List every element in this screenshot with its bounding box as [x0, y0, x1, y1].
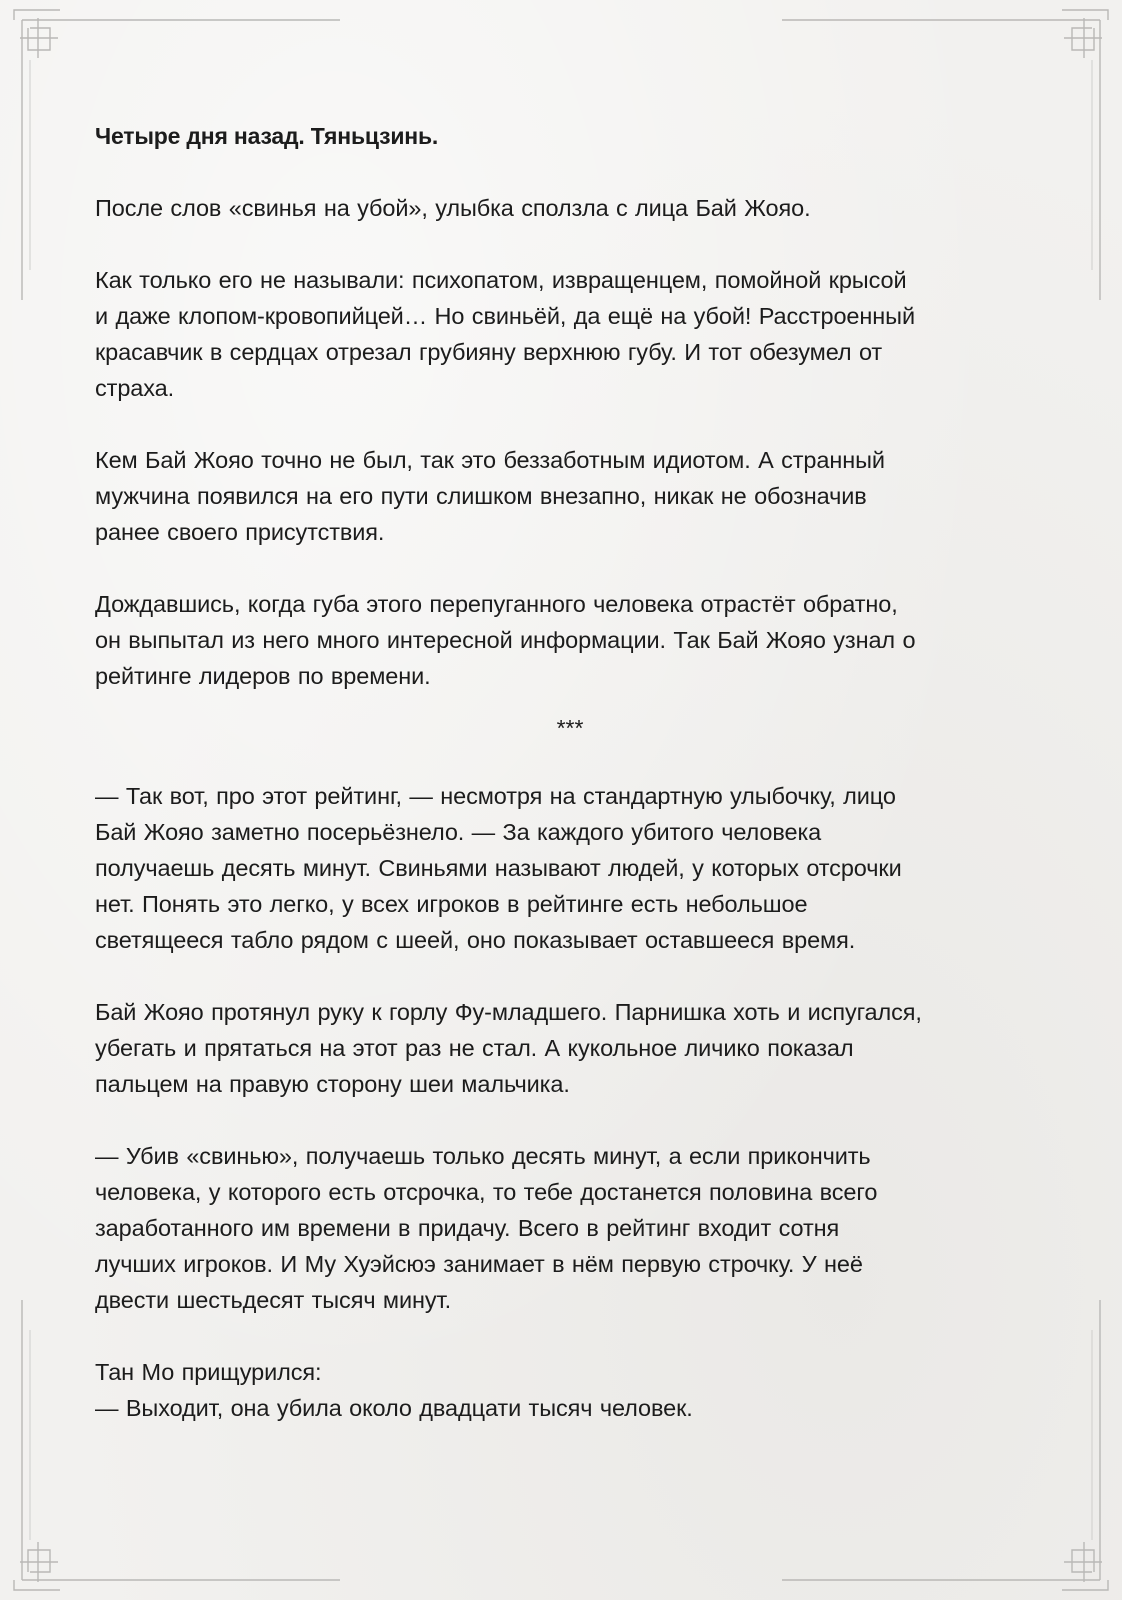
text-line: — Убив «свинью», получаешь только десять минут, а если прикончить	[95, 1143, 871, 1169]
paragraph-8	[95, 1354, 1035, 1426]
text-line: лучших игроков. И Му Хуэйсюэ занимает в нём первую строчку. У неё	[95, 1251, 863, 1277]
text-line: красавчик в сердцах отрезал грубияну верхнюю губу. И тот обезумел от	[95, 339, 883, 365]
text-line: человека, у которого есть отсрочка, то тебе достанется половина всего	[95, 1179, 878, 1205]
text-line: рейтинге лидеров по времени.	[95, 663, 431, 689]
paragraph-5	[95, 778, 1035, 958]
text-line: двести шестьдесят тысяч минут.	[95, 1287, 452, 1313]
text-line: пальцем на правую сторону шеи мальчика.	[95, 1071, 570, 1097]
text-line: — Так вот, про этот рейтинг, — несмотря на стандартную улыбочку, лицо	[95, 783, 896, 809]
text-line: он выпытал из него много интересной информации. Так Бай Жояо узнал о	[95, 627, 916, 653]
text-line: светящееся табло рядом с шеей, оно показывает оставшееся время.	[95, 927, 856, 953]
text-line: Тан Мо прищурился:	[95, 1359, 322, 1385]
text-line: нет. Понять это легко, у всех игроков в рейтинге есть небольшое	[95, 891, 808, 917]
text-line: — Выходит, она убила около двадцати тысяч человек.	[95, 1395, 693, 1421]
scene-separator: ***	[556, 715, 584, 741]
paragraph-7	[95, 1138, 1035, 1318]
text-line: ранее своего присутствия.	[95, 519, 385, 545]
paragraph-4	[95, 586, 1035, 694]
document-body	[95, 118, 1035, 1426]
text-line: Бай Жояо заметно посерьёзнело. — За каждого убитого человека	[95, 819, 822, 845]
text-line: После слов «свинья на убой», улыбка сползла с лица Бай Жояо.	[95, 195, 811, 221]
text-line: получаешь десять минут. Свиньями называют людей, у которых отсрочки	[95, 855, 902, 881]
chapter-heading: Четыре дня назад. Тяньцзинь.	[95, 123, 439, 149]
paragraph-3	[95, 442, 1035, 550]
paragraph-1	[95, 190, 1035, 226]
text-line: мужчина появился на его пути слишком внезапно, никак не обозначив	[95, 483, 867, 509]
text-line: убегать и прятаться на этот раз не стал. А кукольное личико показал	[95, 1035, 854, 1061]
text-line: заработанного им времени в придачу. Всего в рейтинг входит сотня	[95, 1215, 840, 1241]
text-line: Как только его не называли: психопатом, извращенцем, помойной крысой	[95, 267, 907, 293]
paragraph-6	[95, 994, 1035, 1102]
text-line: Дождавшись, когда губа этого перепуганного человека отрастёт обратно,	[95, 591, 898, 617]
text-line: Кем Бай Жояо точно не был, так это беззаботным идиотом. А странный	[95, 447, 885, 473]
paragraph-2	[95, 262, 1035, 406]
text-line: Бай Жояо протянул руку к горлу Фу-младшего. Парнишка хоть и испугался,	[95, 999, 922, 1025]
text-line: и даже клопом-кровопийцей… Но свиньёй, да ещё на убой! Расстроенный	[95, 303, 915, 329]
text-line: страха.	[95, 375, 175, 401]
